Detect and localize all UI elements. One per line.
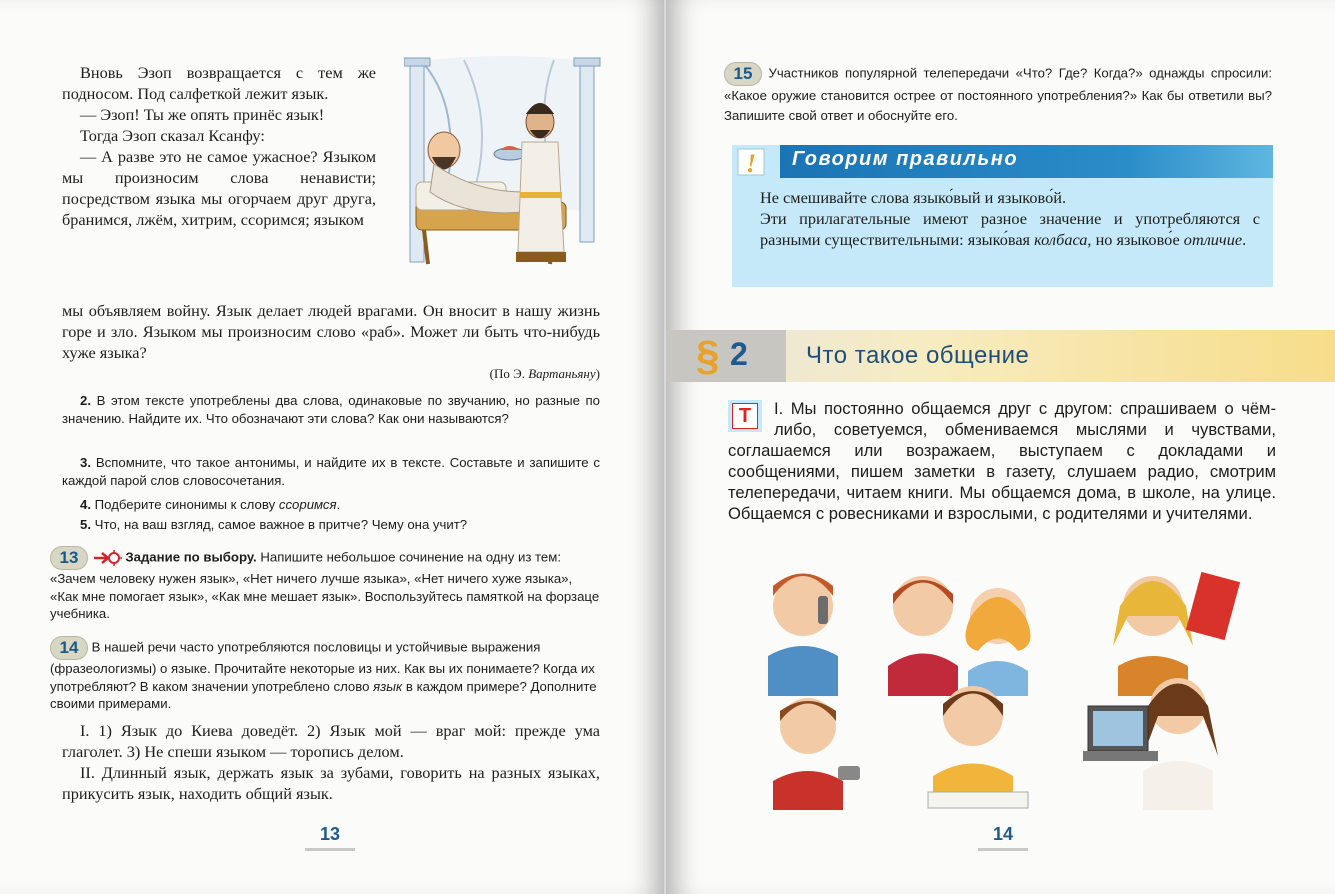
story-text-narrow: [62, 62, 376, 230]
exercise-number-badge: 13: [50, 546, 88, 570]
rule-title: Говорим правильно: [792, 148, 1019, 170]
question-text: Вспомните, что такое антонимы, и найдите их в тексте. Составьте и запишите с каждой парой слов словосочетания.: [62, 455, 600, 488]
story-paragraph: мы объявляем войну. Язык делает людей врагами. Он вносит в нашу жизнь горе и зло. Языком мы произносим слово «раб». Может ли быть что-нибудь хуже языка?: [62, 301, 600, 362]
question-4: 4. Подберите синонимы к слову ссоримся.: [80, 497, 341, 512]
rule-box: [732, 145, 1273, 287]
exercise-14: [50, 636, 600, 713]
section-sign-icon: §: [696, 332, 720, 379]
question-3: [62, 454, 600, 489]
page-number: 13: [319, 824, 341, 844]
section-number: 2: [730, 336, 748, 372]
page-number-underline: [305, 848, 355, 851]
section-header: [666, 330, 1335, 382]
proverbs-part-2: II. Длинный язык, держать язык за зубами, говорить на разных языках, прикусить язык, находить общий язык.: [62, 763, 600, 803]
story-text-wide: [62, 300, 600, 363]
rule-line-2: Эти прилагательные имеют разное значение и употребляются с разными существительными: языко́вая колбаса, но языково́е отличие.: [760, 209, 1260, 249]
right-page: [666, 0, 1335, 894]
question-5: [62, 516, 600, 534]
exercise-text: в каждом примере? Дополните своими примерами.: [50, 678, 597, 711]
exercise-13: [50, 546, 600, 623]
attribution-author: Вартаньяну: [528, 366, 596, 381]
attribution: (По Э. Вартаньяну): [489, 366, 600, 381]
question-number: 3.: [80, 455, 91, 470]
exercise-number-badge: 14: [50, 636, 88, 660]
children-communicating-illustration: [748, 556, 1268, 810]
exercise-text: Напишите небольшое сочинение на одну из тем: «Зачем человеку нужен язык», «Нет ничего лучше языка», «Нет ничего хуже языка», «Как мне помогает язык», «Как мне мешает язык». Воспользуйтесь памяткой на форзаце учебника.: [50, 549, 600, 621]
rule-word: отличие: [1183, 230, 1243, 249]
page-number-underline: [978, 848, 1028, 851]
exercise-text: В нашей речи часто употребляются пословицы и устойчивые выражения (фразеологизмы) о языке. Прочитайте некоторые из них. Как вы их понимаете? Когда их употребляют? В каком значении употреблено слово: [50, 639, 595, 694]
question-number: 4.: [80, 497, 91, 512]
exercise-number-badge: 15: [724, 62, 762, 86]
section-title: Что такое общение: [806, 342, 1030, 369]
story-paragraph: — Эзоп! Ты же опять принёс язык!: [80, 105, 325, 124]
choice-task-icon: [92, 549, 122, 567]
question-text: В этом тексте употреблены два слова, одинаковые по звучанию, но разные по значению. Найдите их. Что обозначают эти слова? Как они называются?: [62, 393, 600, 426]
question-number: 5.: [80, 517, 91, 532]
question-text: Что, на ваш взгляд, самое важное в притче? Чему она учит?: [94, 517, 468, 532]
rule-header: [780, 145, 1273, 178]
question-number: 2.: [80, 393, 91, 408]
exercise-15: [724, 62, 1272, 125]
rule-word: колбаса: [1034, 230, 1088, 249]
exercise-title: Задание по выбору.: [125, 549, 257, 565]
theory-icon: Т: [728, 400, 762, 432]
theory-text: [728, 398, 1276, 524]
proverbs: [62, 720, 600, 804]
left-page: [0, 0, 664, 894]
rule-line-1: Не смешивайте слова языко́вый и языково́й.: [760, 188, 1067, 207]
exercise-word: язык: [373, 678, 403, 694]
question-text: Подберите синонимы к слову: [94, 497, 276, 512]
rule-text: [760, 187, 1260, 250]
exercise-text: Участников популярной телепередачи «Что? Где? Когда?» однажды спросили: «Какое оружие становится острее от постоянного употребления?» Как бы ответили вы? Запишите свой ответ и обоснуйте его.: [724, 65, 1272, 123]
theory-paragraph: I. Мы постоянно общаемся друг с другом: спрашиваем о чём-либо, советуемся, обмениваемся мыслями и чувствами, соглашаемся или возражаем, выступаем с докладами и сообщениями, пишем заметки в газету, слушаем радио, смотрим телепередачи, читаем книги. Мы общаемся дома, в школе, на улице. Общаемся с ровесниками и взрослыми, с родителями и учителями.: [728, 399, 1276, 523]
story-paragraph: Вновь Эзоп возвращается с тем же подносом. Под салфеткой лежит язык.: [62, 63, 376, 103]
page-number: 14: [992, 824, 1014, 844]
section-number-block: [666, 330, 786, 382]
question-word: ссоримся: [278, 497, 337, 512]
aesop-illustration: [404, 52, 608, 274]
question-2: [62, 392, 600, 427]
proverbs-part-1: I. 1) Язык до Киева доведёт. 2) Язык мой — враг мой: прежде ума глаголет. 3) Не спеши языком — торопись делом.: [62, 721, 600, 761]
rule-exclamation-icon: [732, 145, 776, 178]
svg-text:!: !: [745, 149, 757, 178]
story-paragraph: — А разве это не самое ужасное? Языком мы произносим слова ненависти; посредством языка мы огорчаем друг друга, бранимся, лжём, хитрим, ссоримся; языком: [62, 147, 376, 229]
story-paragraph: Тогда Эзоп сказал Ксанфу:: [80, 126, 265, 145]
